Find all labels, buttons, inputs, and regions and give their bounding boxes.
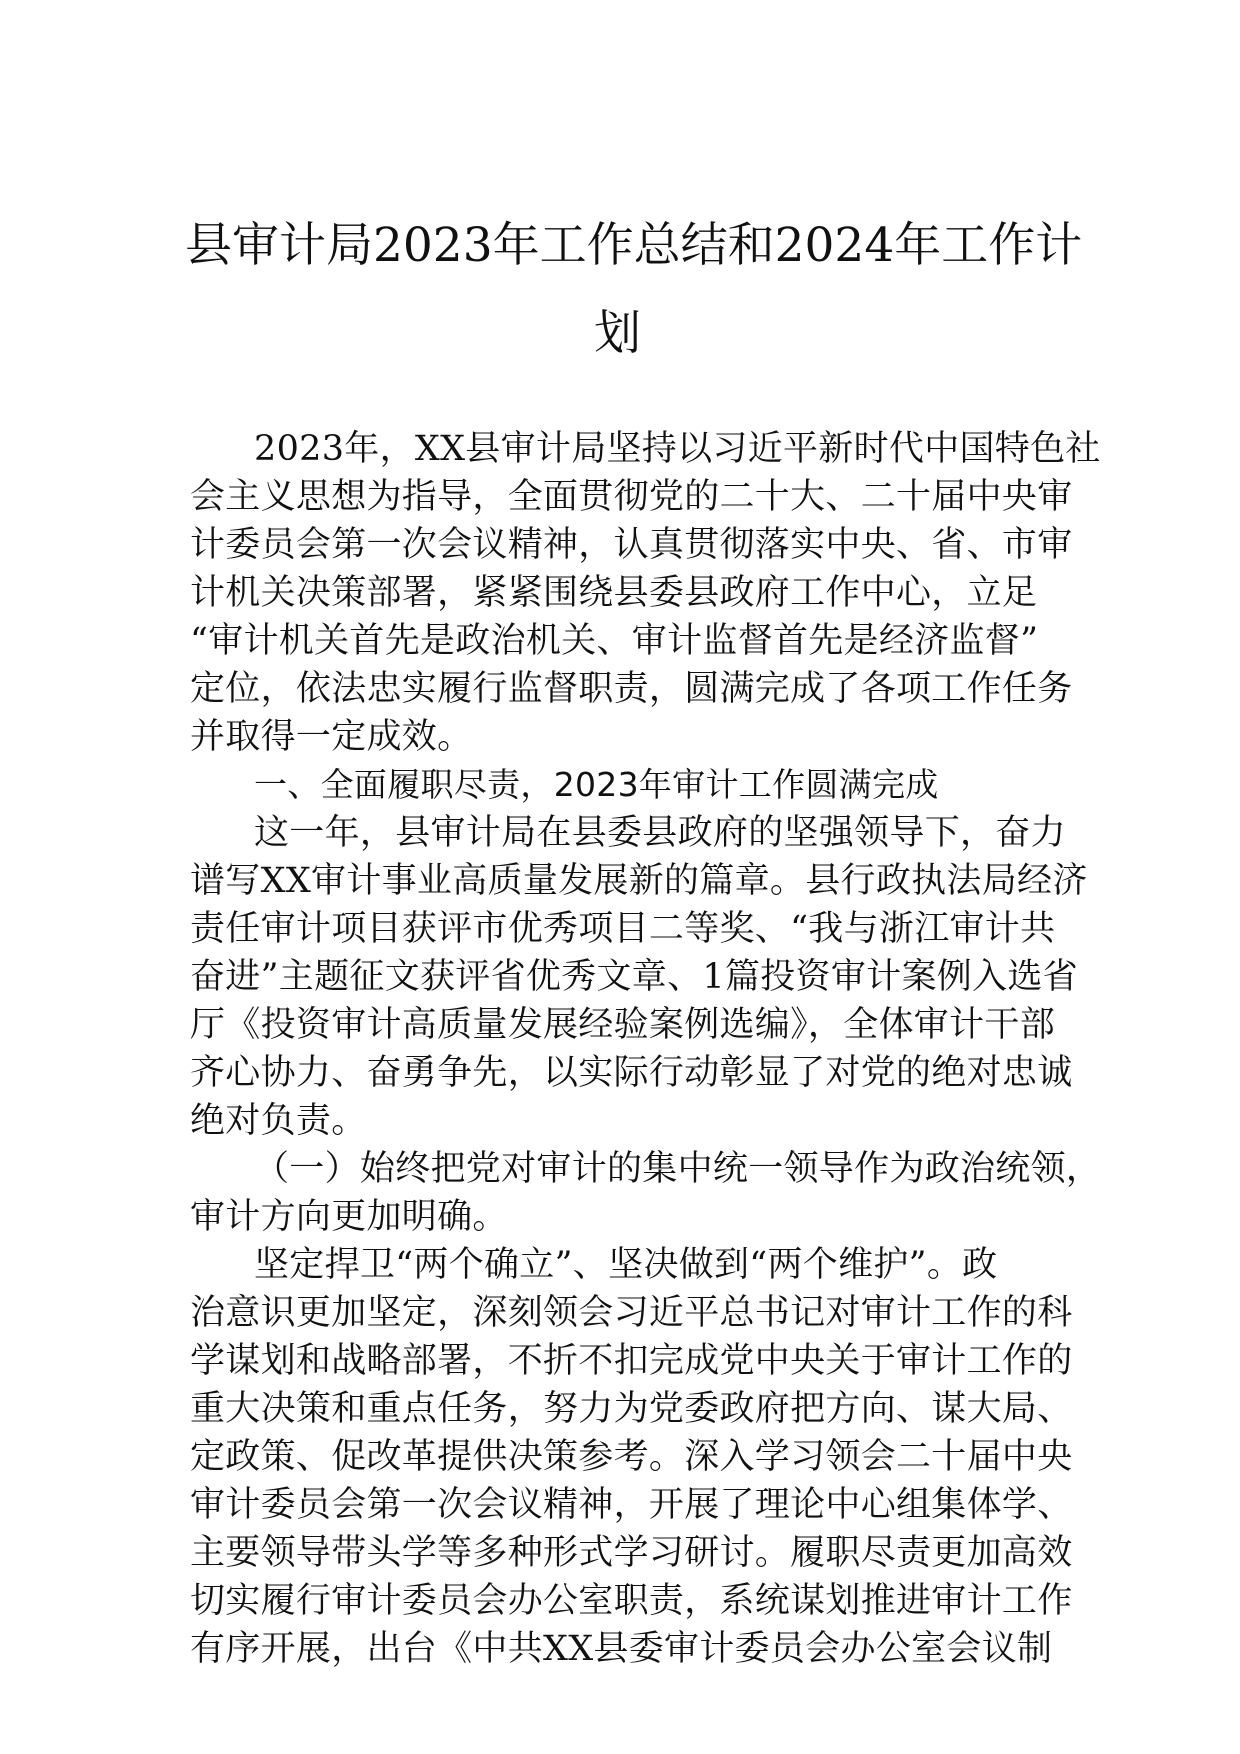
section-heading: 一、全面履职尽责，2023年审计工作圆满完成 <box>254 765 939 804</box>
body-line: 主要领导带头学等多种形式学习研讨。履职尽责更加高效 <box>190 1533 1073 1573</box>
body-line: 这一年，县审计局在县委县政府的坚强领导下，奋力 <box>254 813 1066 853</box>
body-line: 齐心协力、奋勇争先，以实际行动彰显了对党的绝对忠诚 <box>190 1053 1073 1093</box>
body-line: 定政策、促改革提供决策参考。深入学习领会二十届中央 <box>190 1437 1073 1477</box>
body-line: 会主义思想为指导，全面贯彻党的二十大、二十届中央审 <box>190 477 1073 517</box>
body-line: 坚定捍卫“两个确立”、坚决做到“两个维护”。政 <box>254 1245 998 1285</box>
subsection-heading: （一）始终把党对审计的集中统一领导作为政治统领， <box>254 1149 1102 1189</box>
body-line: 审计委员会第一次会议精神，开展了理论中心组集体学、 <box>190 1485 1073 1525</box>
body-line: 绝对负责。 <box>190 1101 367 1141</box>
body-line: 治意识更加坚定，深刻领会习近平总书记对审计工作的科 <box>190 1293 1073 1333</box>
body-line: 有序开展，出台《中共XX县委审计委员会办公室会议制 <box>190 1629 1053 1669</box>
body-line: 计机关决策部署，紧紧围绕县委县政府工作中心，立足 <box>190 573 1038 613</box>
body-line: 切实履行审计委员会办公室职责，系统谋划推进审计工作 <box>190 1581 1073 1621</box>
body-line: 定位，依法忠实履行监督职责，圆满完成了各项工作任务 <box>190 669 1073 709</box>
body-line: 重大决策和重点任务，努力为党委政府把方向、谋大局、 <box>190 1389 1073 1429</box>
body-line: 计委员会第一次会议精神，认真贯彻落实中央、省、市审 <box>190 525 1073 565</box>
body-line: 2023年，XX县审计局坚持以习近平新时代中国特色社 <box>254 429 1101 469</box>
document-title-line-2: 划 <box>594 306 641 361</box>
body-line: 责任审计项目获评市优秀项目二等奖、“我与浙江审计共 <box>190 909 1056 949</box>
body-line: 谱写XX审计事业高质量发展新的篇章。县行政执法局经济 <box>190 861 1088 901</box>
body-line: 奋进”主题征文获评省优秀文章、1篇投资审计案例入选省 <box>190 957 1078 997</box>
body-line: “审计机关首先是政治机关、审计监督首先是经济监督” <box>190 621 1039 661</box>
body-line: 并取得一定成效。 <box>190 717 473 757</box>
document-body <box>190 425 1102 1673</box>
subsection-heading-cont: 审计方向更加明确。 <box>190 1197 508 1237</box>
body-line: 学谋划和战略部署，不折不扣完成党中央关于审计工作的 <box>190 1341 1073 1381</box>
body-line: 厅《投资审计高质量发展经验案例选编》，全体审计干部 <box>190 1005 1056 1045</box>
document-title-line-1: 县审计局2023年工作总结和2024年工作计 <box>185 218 1083 273</box>
